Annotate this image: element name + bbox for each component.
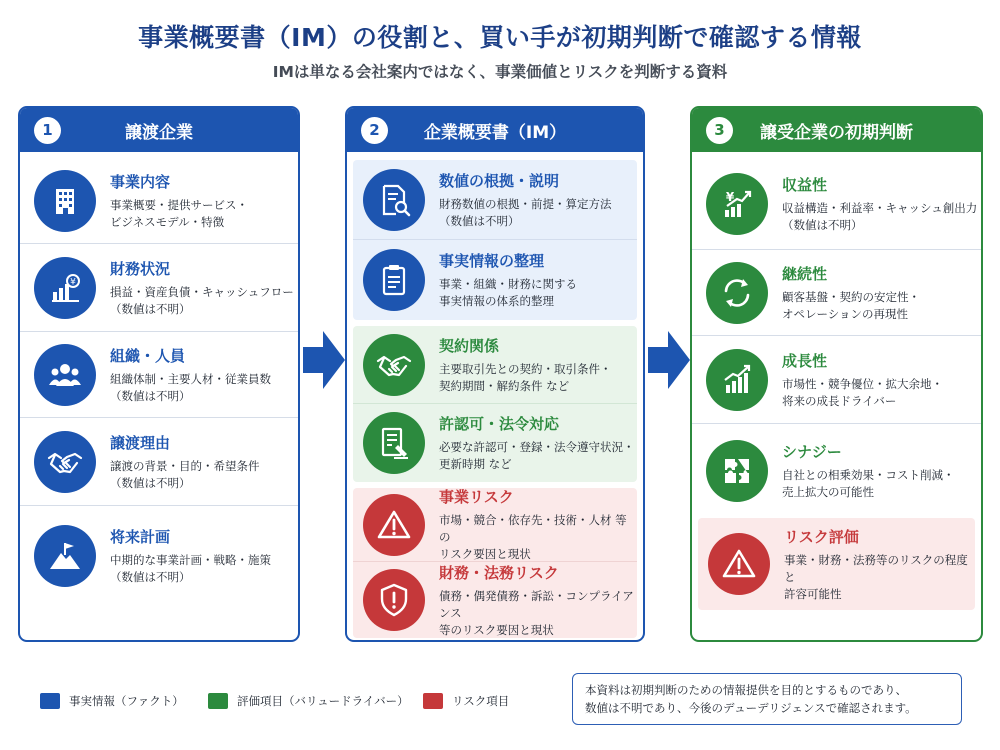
puzzle-icon xyxy=(706,440,768,502)
shield-alert-icon xyxy=(363,569,425,631)
list-item xyxy=(353,240,637,320)
item-description: 損益・資産負債・キャッシュフロー （数値は不明） xyxy=(110,284,294,316)
list-item xyxy=(353,488,637,562)
step-number-badge: 1 xyxy=(34,117,61,144)
document-search-icon xyxy=(363,169,425,231)
item-description: 自社との相乗効果・コスト削減・ 売上拡大の可能性 xyxy=(782,468,955,499)
item-title: 財務・法務リスク xyxy=(439,563,559,582)
item-description: 債務・偶発債務・訴訟・コンプライアンス 等のリスク要因と現状 xyxy=(439,588,634,637)
item-title: 収益性 xyxy=(782,175,828,194)
page-subtitle: IMは単なる会社案内ではなく、事業価値とリスクを判断する資料 xyxy=(272,63,728,81)
item-description: 事業概要・提供サービス・ ビジネスモデル・特徴 xyxy=(110,197,248,229)
item-description: 市場・競合・依存先・技術・人材 等の リスク要因と現状 xyxy=(439,513,627,561)
step-number-badge: 2 xyxy=(361,117,388,144)
item-description: 市場性・競争優位・拡大余地・ 将来の成長ドライバー xyxy=(782,376,943,408)
item-title: リスク評価 xyxy=(784,527,859,546)
item-title: 契約関係 xyxy=(439,336,500,355)
legend-value xyxy=(208,693,409,709)
legend-swatch xyxy=(40,693,60,709)
list-item xyxy=(20,506,298,606)
people-icon xyxy=(34,344,96,406)
warning-icon xyxy=(708,533,770,595)
column-title: 企業概要書（IM） xyxy=(423,122,567,143)
item-description: 顧客基盤・契約の安定性・ オペレーションの再現性 xyxy=(782,289,920,321)
legend-risk xyxy=(423,693,509,709)
column-header xyxy=(692,108,981,152)
list-item xyxy=(20,418,298,506)
svg-text:¥: ¥ xyxy=(70,277,76,287)
list-item xyxy=(20,158,298,244)
legend-swatch xyxy=(423,693,443,709)
item-title: 事業リスク xyxy=(439,488,514,506)
item-title: 将来計画 xyxy=(110,528,171,546)
item-title: 事業内容 xyxy=(110,172,171,191)
step-number-badge: 3 xyxy=(706,117,733,144)
item-description: 収益構造・利益率・キャッシュ創出力 （数値は不明） xyxy=(782,200,978,232)
column-header xyxy=(347,108,643,152)
disclaimer-note: 本資料は初期判断のための情報提供を目的とするものであり、 数値は不明であり、今後のデューデリジェンスで確認されます。 xyxy=(572,673,962,725)
column-header xyxy=(20,108,298,152)
list-item xyxy=(20,332,298,418)
legend-label: 評価項目（バリュードライバー） xyxy=(237,694,409,708)
flow-arrow-icon xyxy=(303,331,345,389)
item-description: 組織体制・主要人材・従業員数 （数値は不明） xyxy=(110,371,271,403)
column-title: 譲受企業の初期判断 xyxy=(760,122,913,143)
list-item xyxy=(692,424,981,518)
clipboard-icon xyxy=(363,249,425,311)
column-seller xyxy=(18,106,300,642)
svg-text:¥: ¥ xyxy=(725,189,735,204)
item-title: シナジー xyxy=(782,443,842,461)
mountain-flag-icon xyxy=(34,525,96,587)
list-item xyxy=(698,518,975,610)
item-title: 財務状況 xyxy=(110,259,171,278)
legend-label: 事実情報（ファクト） xyxy=(69,694,184,708)
list-item xyxy=(692,158,981,250)
column-title: 譲渡企業 xyxy=(125,122,193,143)
list-item xyxy=(353,562,637,638)
item-title: 数値の根拠・説明 xyxy=(439,171,560,190)
legend-swatch xyxy=(208,693,228,709)
handshake-icon xyxy=(363,334,425,396)
item-description: 主要取引先との契約・取引条件・ 契約期間・解約条件 など xyxy=(439,361,612,393)
item-title: 事実情報の整理 xyxy=(439,252,545,270)
list-item xyxy=(692,250,981,336)
building-icon xyxy=(34,170,96,232)
item-title: 組織・人員 xyxy=(110,346,186,365)
item-title: 許認可・法令対応 xyxy=(439,415,560,433)
item-description: 譲渡の背景・目的・希望条件 （数値は不明） xyxy=(110,458,260,490)
list-item xyxy=(353,326,637,404)
list-item xyxy=(692,336,981,424)
column-im xyxy=(345,106,645,642)
item-description: 事業・財務・法務等のリスクの程度と 許容可能性 xyxy=(784,552,968,601)
item-title: 成長性 xyxy=(782,351,828,370)
flow-arrow-icon xyxy=(648,331,690,389)
page-title: 事業概要書（IM）の役割と、買い手が初期判断で確認する情報 xyxy=(138,23,862,52)
list-item xyxy=(353,160,637,240)
item-description: 必要な許認可・登録・法令遵守状況・ 更新時期 など xyxy=(439,440,635,471)
financial-chart-icon xyxy=(34,257,96,319)
cycle-arrows-icon xyxy=(706,262,768,324)
column-buyer-judgment xyxy=(690,106,983,642)
growth-chart-icon xyxy=(706,349,768,411)
handshake-icon xyxy=(34,431,96,493)
list-item xyxy=(353,404,637,482)
warning-icon xyxy=(363,494,425,556)
item-title: 譲渡理由 xyxy=(110,433,171,452)
yen-growth-icon xyxy=(706,173,768,235)
item-description: 中期的な事業計画・戦略・施策 （数値は不明） xyxy=(110,553,271,584)
item-title: 継続性 xyxy=(782,264,828,283)
item-description: 事業・組織・財務に関する 事実情報の体系的整理 xyxy=(439,277,577,308)
list-item xyxy=(20,244,298,332)
item-description: 財務数値の根拠・前提・算定方法 （数値は不明） xyxy=(439,196,612,228)
license-document-icon xyxy=(363,412,425,474)
legend-fact xyxy=(40,693,184,709)
legend-label: リスク項目 xyxy=(452,694,510,708)
